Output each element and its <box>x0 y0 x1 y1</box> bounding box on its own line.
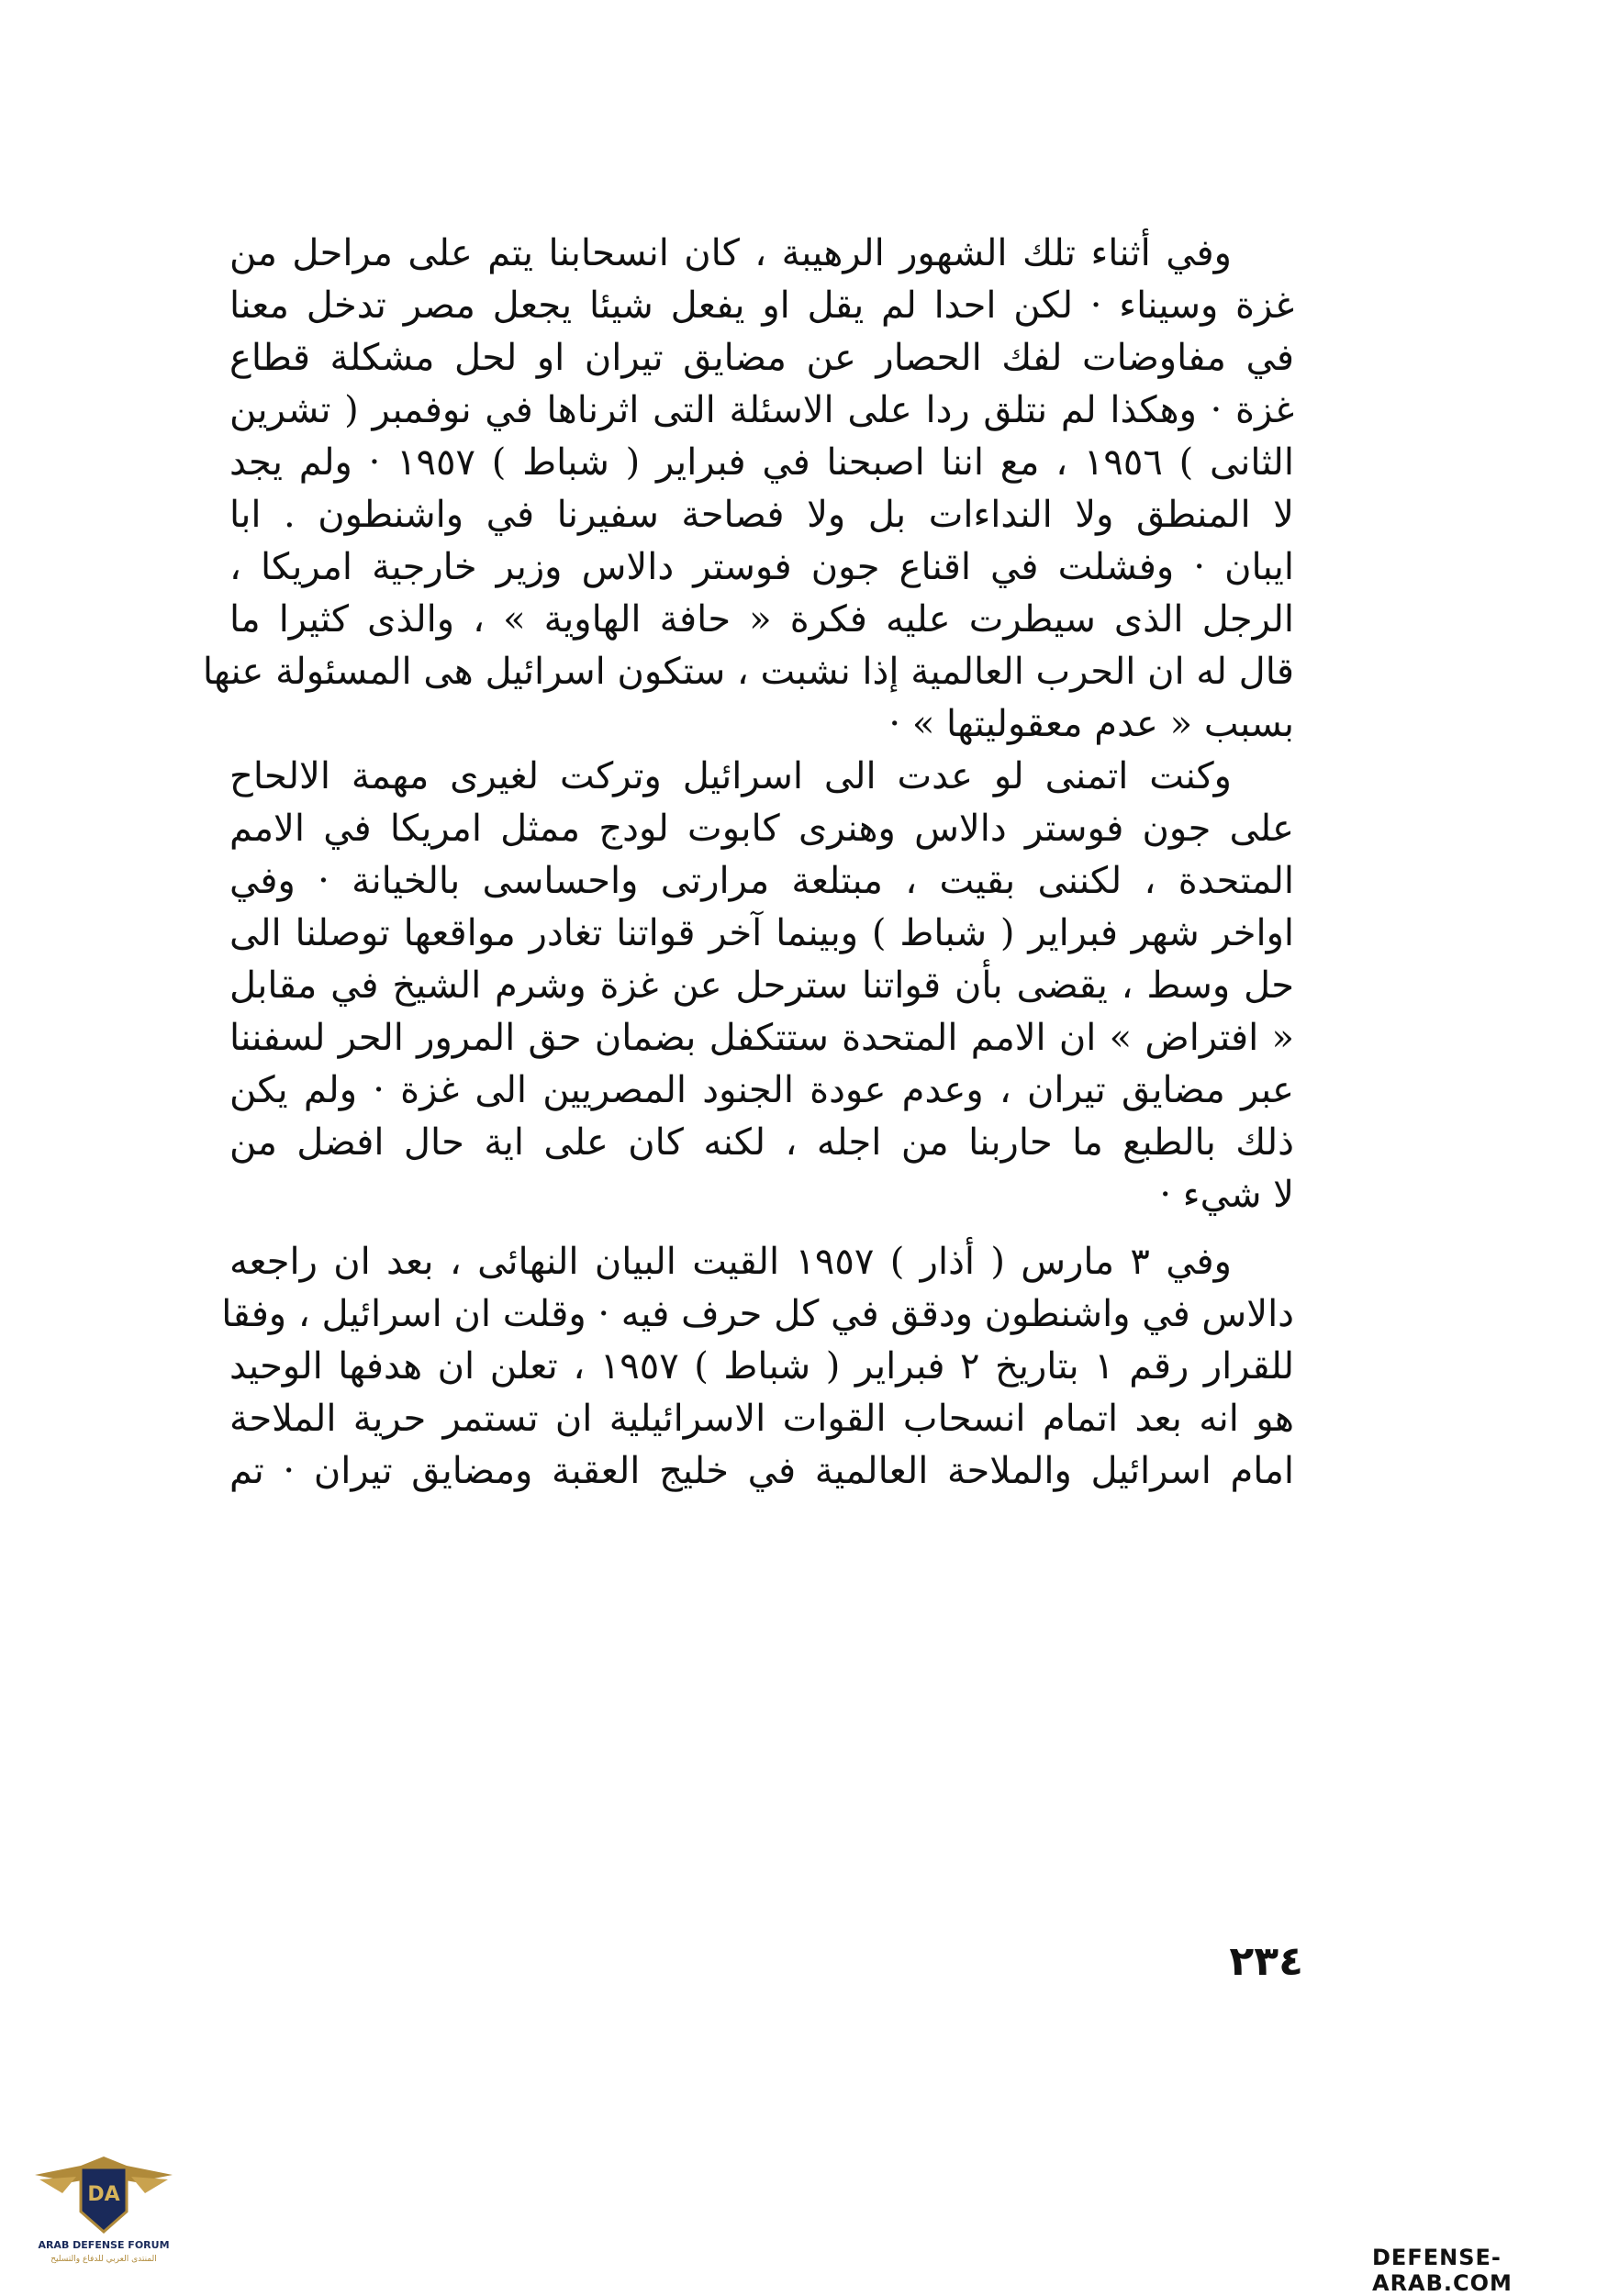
text-line: حل وسط ، يقضى بأن قواتنا سترحل عن غزة وشرم الشيخ في مقابل <box>229 964 1294 1007</box>
forum-name-ar: المنتدى العربي للدفاع والتسليح <box>50 2255 157 2264</box>
eagle-shield-icon <box>26 2111 182 2267</box>
text-line: ايبان · وفشلت في اقناع جون فوستر دالاس وزير خارجية امريكا ، <box>229 546 1294 588</box>
text-line: بسبب « عدم معقوليتها » · <box>888 703 1294 745</box>
paragraph-2 <box>229 751 1294 1221</box>
text-line: الثانى ) ١٩٥٦ ، مع اننا اصبحنا في فبراير ( شباط ) ١٩٥٧ · ولم يجد <box>229 441 1294 484</box>
text-line: لا شيء · <box>1159 1174 1294 1216</box>
text-line: وفي أثناء تلك الشهور الرهيبة ، كان انسحابنا يتم على مراحل من <box>229 232 1232 274</box>
logo-monogram: DA <box>87 2183 120 2206</box>
text-line: دالاس في واشنطون ودقق في كل حرف فيه · وقلت ان اسرائيل ، وفقا <box>221 1293 1294 1335</box>
text-line: على جون فوستر دالاس وهنرى كابوت لودج ممثل امريكا في الامم <box>229 808 1294 850</box>
text-line: قال له ان الحرب العالمية إذا نشبت ، ستكون اسرائيل هى المسئولة عنها <box>202 651 1294 693</box>
text-line: امام اسرائيل والملاحة العالمية في خليج العقبة ومضايق تيران · تم <box>229 1450 1294 1492</box>
text-line: هو انه بعد اتمام انسحاب القوات الاسرائيلية ان تستمر حرية الملاحة <box>229 1398 1294 1440</box>
text-line: ذلك بالطبع ما حاربنا من اجله ، لكنه كان على اية حال افضل من <box>229 1121 1294 1164</box>
forum-name-en: ARAB DEFENSE FORUM <box>38 2239 170 2251</box>
text-line: غزة وسيناء · لكن احدا لم يقل او يفعل شيئا يجعل مصر تدخل معنا <box>229 284 1294 327</box>
text-line: للقرار رقم ١ بتاريخ ٢ فبراير ( شباط ) ١٩٥٧ ، تعلن ان هدفها الوحيد <box>229 1345 1295 1388</box>
text-line: « افتراض » ان الامم المتحدة ستتكفل بضمان حق المرور الحر لسفننا <box>229 1017 1294 1059</box>
paragraph-3 <box>221 1236 1295 1498</box>
site-watermark: DEFENSE-ARAB.COM <box>1372 2245 1513 2296</box>
page-number: ٢٣٤ <box>1229 1938 1303 1985</box>
text-line: المتحدة ، لكننى بقيت ، مبتلعة مرارتى واحساسى بالخيانة · وفي <box>229 860 1294 902</box>
page-body <box>202 228 1295 1498</box>
text-line: في مفاوضات لفك الحصار عن مضايق تيران او لحل مشكلة قطاع <box>229 337 1294 379</box>
text-line: الرجل الذى سيطرت عليه فكرة « حافة الهاوية » ، والذى كثيرا ما <box>229 598 1294 641</box>
text-line: اواخر شهر فبراير ( شباط ) وبينما آخر قواتنا تغادر مواقعها توصلنا الى <box>229 912 1294 954</box>
paragraph-gap <box>229 1221 1294 1236</box>
text-line: وكنت اتمنى لو عدت الى اسرائيل وتركت لغيرى مهمة الالحاح <box>229 755 1232 797</box>
text-line: وفي ٣ مارس ( أذار ) ١٩٥٧ القيت البيان النهائى ، بعد ان راجعه <box>229 1241 1232 1283</box>
text-line: غزة · وهكذا لم نتلق ردا على الاسئلة التى اثرناها في نوفمبر ( تشرين <box>229 389 1294 431</box>
text-line: عبر مضايق تيران ، وعدم عودة الجنود المصريين الى غزة · ولم يكن <box>229 1069 1294 1111</box>
paragraph-1 <box>202 228 1294 751</box>
forum-logo <box>26 2111 182 2267</box>
text-line: لا المنطق ولا النداءات بل ولا فصاحة سفيرنا في واشنطون . ابا <box>229 494 1294 536</box>
